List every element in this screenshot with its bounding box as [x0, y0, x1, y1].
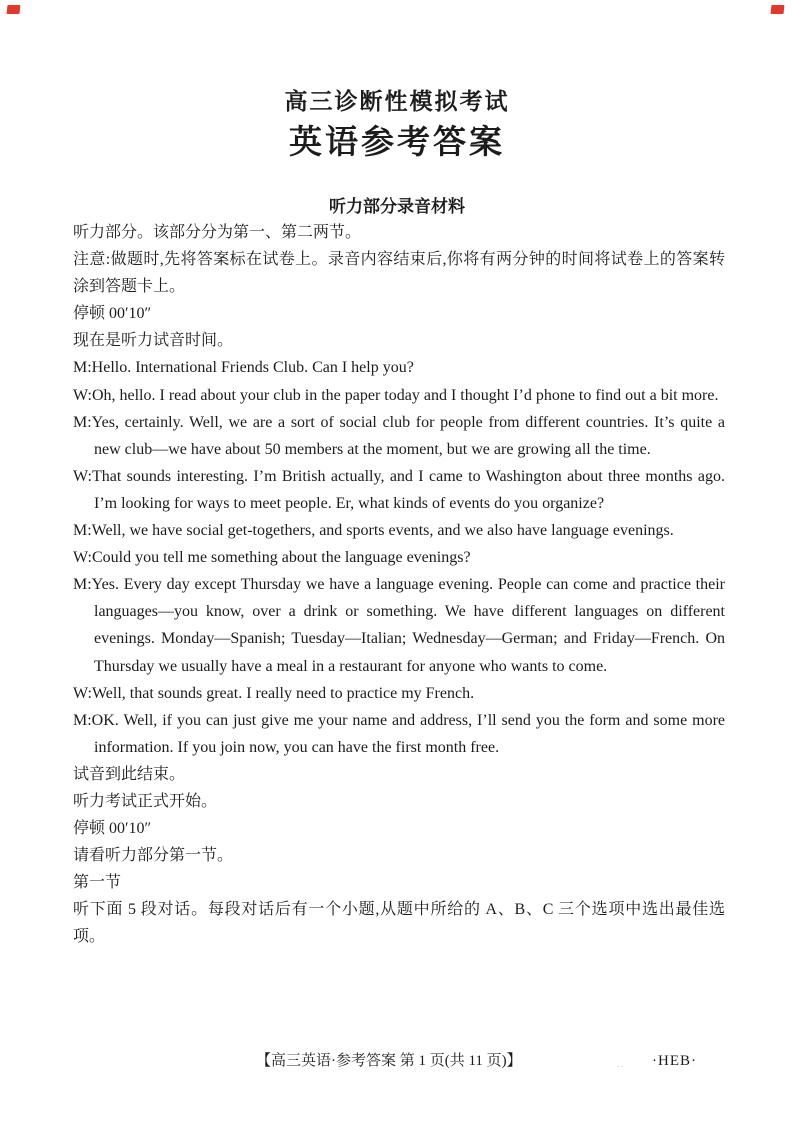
transcript-line: 停顿 00′10″: [73, 305, 152, 323]
transcript-dialogue-line: W:Oh, hello. I read about your club in the paper today and I thought I’d phone to find out a bit more.: [73, 386, 719, 404]
listening-transcript: [73, 219, 725, 951]
transcript-line: 现在是听力试音时间。: [73, 332, 234, 350]
transcript-dialogue-line: M:Hello. International Friends Club. Can I help you?: [73, 359, 414, 377]
transcript-line: 听力部分。该部分分为第一、第二两节。: [73, 224, 362, 241]
transcript-dialogue-line: M:OK. Well, if you can just give me your name and address, I’ll send you the form and some more information. If you join now, you can have the first month free.: [73, 711, 725, 756]
transcript-line: 请看听力部分第一节。: [73, 847, 234, 865]
transcript-line: 听力考试正式开始。: [73, 792, 218, 810]
transcript-dialogue-line: M:Well, we have social get-togethers, and sports events, and we also have language evenings.: [73, 522, 674, 540]
scan-artifact-dots: ..: [617, 1059, 626, 1069]
transcript-dialogue-line: W:Well, that sounds great. I really need to practice my French.: [73, 684, 475, 702]
transcript-dialogue-line: W:Could you tell me something about the language evenings?: [73, 549, 471, 567]
transcript-line: 试音到此结束。: [73, 765, 186, 783]
transcript-line: 注意:做题时,先将答案标在试卷上。录音内容结束后,你将有两分钟的时间将试卷上的答案转涂到答题卡上。: [73, 251, 725, 296]
transcript-line: 听下面 5 段对话。每段对话后有一个小题,从题中所给的 A、B、C 三个选项中选出最佳选项。: [73, 901, 725, 946]
red-registration-mark-right: [771, 5, 785, 14]
transcript-dialogue-line: W:That sounds interesting. I’m British actually, and I came to Washington about three months ago. I’m looking for ways to meet people. Er, what kinds of events do you organize?: [73, 467, 725, 512]
answer-key-title: 英语参考答案: [289, 123, 505, 160]
red-registration-mark-left: [7, 5, 21, 14]
transcript-line: 第一节: [73, 874, 122, 892]
exam-title: 高三诊断性模拟考试: [284, 88, 510, 114]
transcript-dialogue-line: M:Yes, certainly. Well, we are a sort of social club for people from different countries. It’s quite a new club—we have about 50 members at the moment, but we are growing all the time.: [73, 413, 725, 458]
transcript-dialogue-line: M:Yes. Every day except Thursday we have a language evening. People can come and practice their languages—you know, over a drink or something. We have different languages on different evenings. Monday—Spanish; Tuesday—Italian; Wednesday—German; and Friday—French. On Thursday we usually have a meal in a restaurant for anyone who wants to come.: [73, 576, 725, 675]
transcript-line: 停顿 00′10″: [73, 820, 152, 838]
footer-publisher-code: ·HEB·: [652, 1053, 697, 1069]
page-footer: [0, 1051, 794, 1071]
title-block: [0, 90, 794, 158]
footer-page-number: 【高三英语·参考答案 第 1 页(共 11 页)】: [256, 1053, 522, 1069]
listening-section-heading: 听力部分录音材料: [329, 197, 465, 216]
